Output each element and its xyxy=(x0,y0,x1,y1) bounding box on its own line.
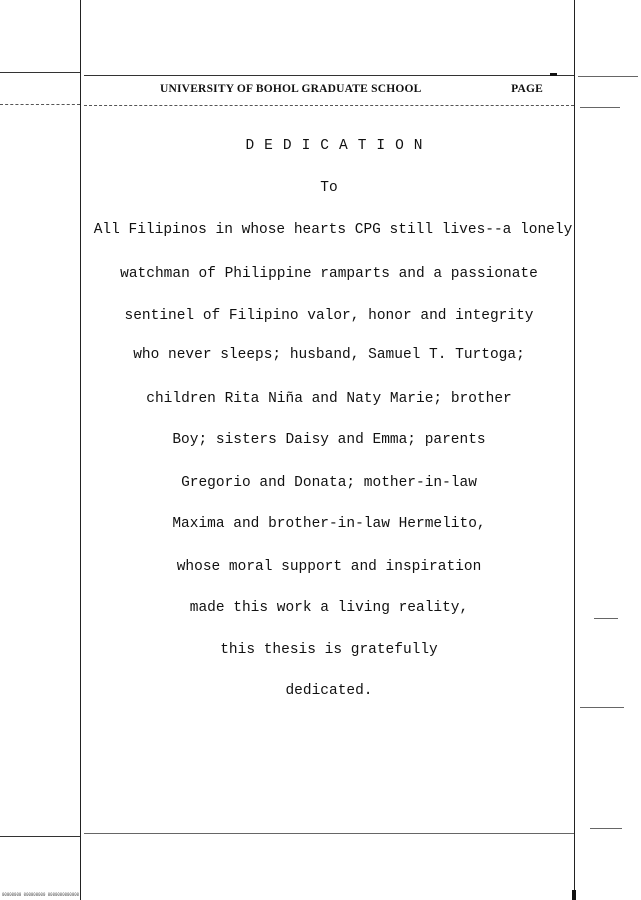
page-header xyxy=(160,83,545,101)
right-margin-tick-1 xyxy=(594,618,618,619)
right-margin-rule xyxy=(574,0,575,900)
header-bottom-rule xyxy=(84,105,574,106)
page-title: DEDICATION xyxy=(245,138,433,154)
institution-name: UNIVERSITY OF BOHOL GRADUATE SCHOOL xyxy=(160,83,422,95)
dedication-line: this thesis is gratefully xyxy=(220,642,438,658)
bottom-right-ink-mark xyxy=(572,890,576,900)
top-right-rule xyxy=(578,76,638,77)
scan-footer-stamp: 00000000 000000000 0000000000000 xyxy=(2,892,80,897)
dedication-line: sentinel of Filipino valor, honor and integrity xyxy=(124,308,534,324)
dedication-line: All Filipinos in whose hearts CPG still lives--a lonely xyxy=(93,222,573,238)
page-number-label: PAGE xyxy=(511,83,543,95)
header-top-rule xyxy=(84,75,574,76)
dedication-line: Gregorio and Donata; mother-in-law xyxy=(181,475,477,491)
bottom-rule xyxy=(84,833,574,834)
dedication-line: whose moral support and inspiration xyxy=(176,559,482,575)
header-bottom-right-rule xyxy=(580,107,620,108)
dedication-line: Maxima and brother-in-law Hermelito, xyxy=(172,516,486,532)
right-margin-tick-3 xyxy=(590,828,622,829)
dedication-line: children Rita Niña and Naty Marie; brother xyxy=(146,391,512,407)
dedication-line: who never sleeps; husband, Samuel T. Turtoga; xyxy=(133,347,525,363)
right-margin-tick-2 xyxy=(580,707,624,708)
header-ink-mark xyxy=(550,73,557,76)
dedication-line: Boy; sisters Daisy and Emma; parents xyxy=(172,432,486,448)
bottom-left-rule xyxy=(0,836,80,837)
dedication-line: watchman of Philippine ramparts and a passionate xyxy=(120,266,538,282)
dedication-line: dedicated. xyxy=(285,683,373,699)
top-left-rule xyxy=(0,72,80,73)
left-margin-rule xyxy=(80,0,81,900)
dedication-line: To xyxy=(320,180,338,196)
dedication-line: made this work a living reality, xyxy=(189,600,469,616)
header-bottom-left-rule xyxy=(0,104,80,105)
